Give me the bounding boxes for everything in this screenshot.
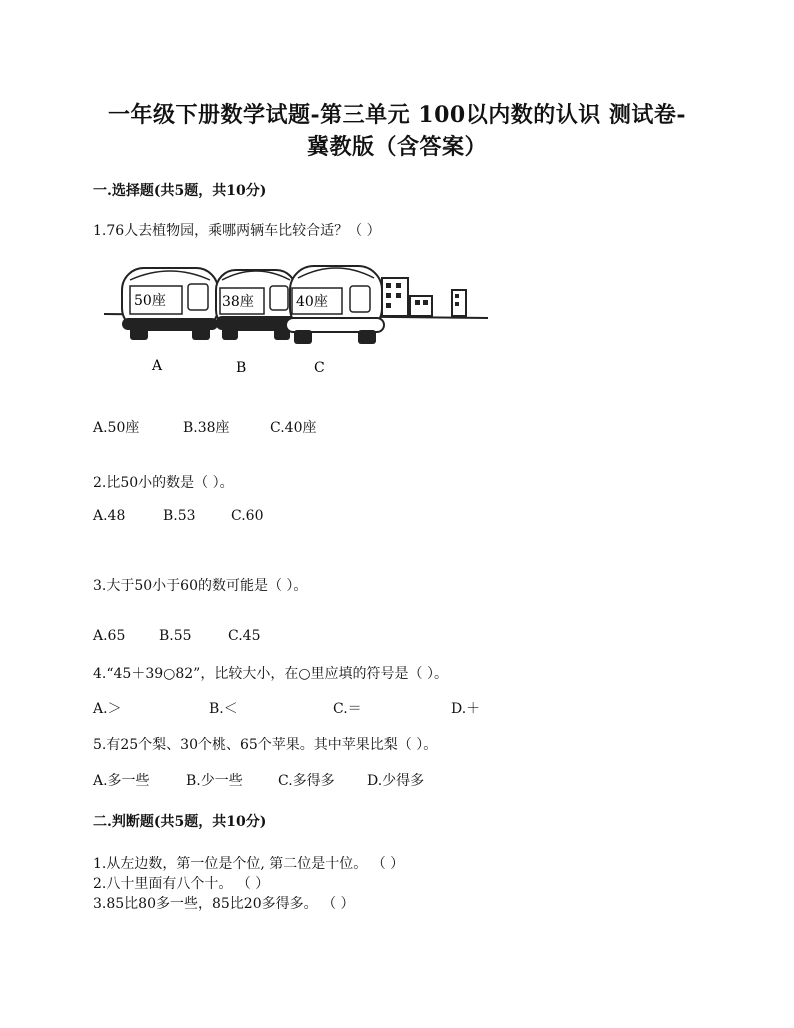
question-4-text: 4.“45＋39○82”，比较大小，在○里应填的符号是（ ）。 (93, 666, 448, 682)
question-3-text: 3.大于50小于60的数可能是（ ）。 (93, 578, 308, 594)
q4-option-b[interactable]: B.＜ (209, 701, 238, 717)
question-5-text: 5.有25个梨、30个桃、65个苹果。其中苹果比梨（ ）。 (93, 737, 438, 753)
bus-a-letter: A (152, 358, 163, 374)
q5-option-c[interactable]: C.多得多 (278, 773, 335, 789)
q5-option-a[interactable]: A.多一些 (93, 773, 150, 789)
q2-option-a[interactable]: A.48 (93, 508, 126, 524)
q3-option-a[interactable]: A.65 (93, 628, 126, 644)
q2-option-c[interactable]: C.60 (231, 508, 264, 524)
q3-option-b[interactable]: B.55 (159, 628, 192, 644)
buildings-icon (382, 278, 466, 316)
page-title-line1: 一年级下册数学试题-第三单元 100以内数的认识 测试卷- (107, 102, 686, 128)
bus-illustration (100, 258, 492, 380)
q4-option-c[interactable]: C.＝ (333, 701, 362, 717)
judge-item-1: 1.从左边数，第一位是个位, 第二位是十位。 （ ） (93, 856, 405, 872)
page-title-line2: 冀教版（含答案） (306, 134, 487, 160)
q5-option-b[interactable]: B.少一些 (186, 773, 243, 789)
bus-b-letter: B (236, 360, 247, 376)
bus-a-seat-label: 50座 (134, 293, 166, 309)
q4-option-a[interactable]: A.＞ (93, 701, 122, 717)
q1-option-c[interactable]: C.40座 (270, 420, 317, 436)
bus-c-seat-label: 40座 (296, 294, 328, 310)
judge-item-2: 2.八十里面有八个十。 （ ） (93, 876, 270, 892)
section1-heading: 一.选择题(共5题，共10分) (93, 183, 267, 199)
q2-option-b[interactable]: B.53 (163, 508, 196, 524)
q1-option-b[interactable]: B.38座 (183, 420, 230, 436)
q4-option-d[interactable]: D.＋ (451, 701, 481, 717)
q1-option-a[interactable]: A.50座 (93, 420, 140, 436)
question-1-text: 1.76人去植物园，乘哪两辆车比较合适？（ ） (93, 223, 381, 239)
bus-figure (100, 258, 492, 380)
judge-item-3: 3.85比80多一些，85比20多得多。 （ ） (93, 896, 355, 912)
question-2-text: 2.比50小的数是（ ）。 (93, 475, 234, 491)
bus-b-seat-label: 38座 (222, 294, 254, 310)
q3-option-c[interactable]: C.45 (228, 628, 261, 644)
bus-c-letter: C (314, 360, 325, 376)
q5-option-d[interactable]: D.少得多 (367, 773, 425, 789)
section2-heading: 二.判断题(共5题，共10分) (93, 814, 267, 830)
